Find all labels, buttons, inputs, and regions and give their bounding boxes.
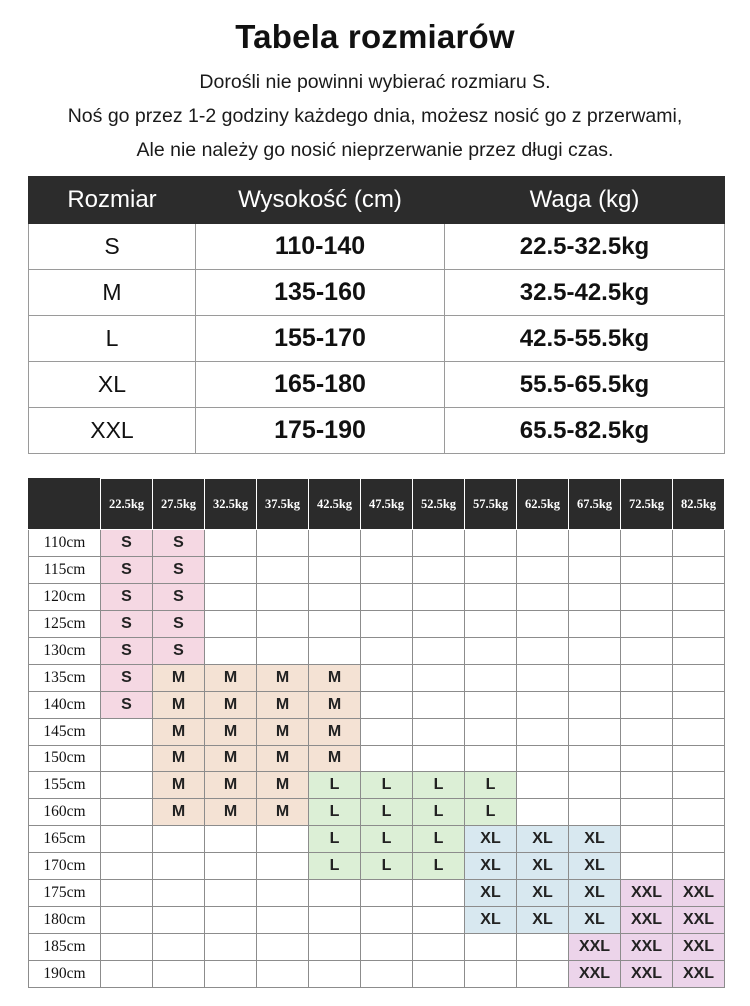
size-row — [29, 408, 725, 454]
size-cell-m: M — [205, 799, 257, 826]
size-cell-l: L — [309, 799, 361, 826]
size-row — [29, 316, 725, 362]
empty-cell — [205, 637, 257, 664]
empty-cell — [465, 610, 517, 637]
height-row-header: 130cm — [29, 637, 101, 664]
size-cell-m: M — [257, 772, 309, 799]
empty-cell — [673, 556, 725, 583]
size-cell-m: M — [309, 664, 361, 691]
empty-cell — [673, 745, 725, 772]
size-row — [29, 270, 725, 316]
empty-cell — [309, 961, 361, 988]
empty-cell — [101, 826, 153, 853]
height-row-header: 160cm — [29, 799, 101, 826]
empty-cell — [101, 934, 153, 961]
empty-cell — [153, 826, 205, 853]
empty-cell — [205, 583, 257, 610]
size-summary-table — [28, 176, 725, 454]
grid-row — [29, 556, 725, 583]
empty-cell — [569, 799, 621, 826]
size-summary-header — [29, 177, 725, 224]
weight-column-header: 32.5kg — [205, 479, 257, 530]
size-cell-m: M — [309, 745, 361, 772]
note-line-3: Ale nie należy go nosić nieprzerwanie przez długi czas. — [136, 139, 614, 161]
size-cell-l: L — [465, 799, 517, 826]
weight-range-cell: 55.5-65.5kg — [445, 362, 725, 408]
empty-cell — [413, 934, 465, 961]
empty-cell — [257, 530, 309, 557]
size-cell-s: S — [101, 610, 153, 637]
empty-cell — [673, 691, 725, 718]
empty-cell — [257, 961, 309, 988]
empty-cell — [673, 610, 725, 637]
height-row-header: 190cm — [29, 961, 101, 988]
size-cell-m: M — [205, 745, 257, 772]
empty-cell — [101, 745, 153, 772]
weight-column-header: 47.5kg — [361, 479, 413, 530]
empty-cell — [309, 934, 361, 961]
size-cell-xxl: XXL — [621, 961, 673, 988]
weight-column-header: 67.5kg — [569, 479, 621, 530]
grid-weight-header — [29, 479, 725, 530]
height-row-header: 175cm — [29, 880, 101, 907]
empty-cell — [361, 583, 413, 610]
empty-cell — [309, 610, 361, 637]
weight-range-cell: 42.5-55.5kg — [445, 316, 725, 362]
size-cell-xxl: XXL — [621, 880, 673, 907]
size-cell-m: M — [309, 691, 361, 718]
size-cell-xl: XL — [465, 880, 517, 907]
empty-cell — [257, 880, 309, 907]
height-row-header: 145cm — [29, 718, 101, 745]
height-range-cell: 175-190 — [196, 408, 445, 454]
empty-cell — [465, 961, 517, 988]
empty-cell — [101, 880, 153, 907]
grid-row — [29, 530, 725, 557]
weight-column-header: 42.5kg — [309, 479, 361, 530]
empty-cell — [257, 637, 309, 664]
empty-cell — [673, 530, 725, 557]
size-cell-l: L — [413, 853, 465, 880]
size-cell-s: S — [101, 530, 153, 557]
empty-cell — [413, 610, 465, 637]
empty-cell — [205, 907, 257, 934]
empty-cell — [413, 556, 465, 583]
empty-cell — [621, 583, 673, 610]
height-row-header: 115cm — [29, 556, 101, 583]
height-row-header: 110cm — [29, 530, 101, 557]
size-cell-s: S — [101, 556, 153, 583]
size-cell-m: M — [153, 799, 205, 826]
size-cell-l: L — [413, 772, 465, 799]
empty-cell — [101, 799, 153, 826]
size-cell-xl: XL — [517, 880, 569, 907]
empty-cell — [465, 718, 517, 745]
empty-cell — [101, 853, 153, 880]
empty-cell — [361, 961, 413, 988]
empty-cell — [413, 745, 465, 772]
size-cell-xl: XL — [517, 907, 569, 934]
height-range-cell: 110-140 — [196, 224, 445, 270]
empty-cell — [413, 637, 465, 664]
empty-cell — [621, 610, 673, 637]
empty-cell — [413, 961, 465, 988]
weight-range-cell: 32.5-42.5kg — [445, 270, 725, 316]
size-cell: M — [29, 270, 196, 316]
empty-cell — [205, 880, 257, 907]
height-row-header: 140cm — [29, 691, 101, 718]
empty-cell — [569, 556, 621, 583]
grid-row — [29, 745, 725, 772]
size-cell-s: S — [153, 637, 205, 664]
header-size: Rozmiar — [29, 177, 196, 224]
empty-cell — [257, 826, 309, 853]
empty-cell — [361, 907, 413, 934]
size-cell-xl: XL — [569, 907, 621, 934]
size-cell-s: S — [153, 530, 205, 557]
empty-cell — [309, 530, 361, 557]
height-range-cell: 135-160 — [196, 270, 445, 316]
empty-cell — [673, 583, 725, 610]
size-cell-m: M — [205, 691, 257, 718]
empty-cell — [673, 718, 725, 745]
size-cell-m: M — [153, 664, 205, 691]
size-cell-m: M — [257, 718, 309, 745]
empty-cell — [517, 556, 569, 583]
empty-cell — [413, 880, 465, 907]
height-range-cell: 155-170 — [196, 316, 445, 362]
grid-row — [29, 664, 725, 691]
empty-cell — [465, 637, 517, 664]
size-cell-l: L — [309, 772, 361, 799]
size-cell-s: S — [153, 583, 205, 610]
empty-cell — [413, 583, 465, 610]
empty-cell — [673, 637, 725, 664]
empty-cell — [257, 610, 309, 637]
weight-column-header: 57.5kg — [465, 479, 517, 530]
empty-cell — [465, 556, 517, 583]
empty-cell — [361, 664, 413, 691]
empty-cell — [569, 745, 621, 772]
empty-cell — [621, 664, 673, 691]
size-row — [29, 224, 725, 270]
empty-cell — [569, 637, 621, 664]
size-cell-m: M — [153, 745, 205, 772]
size-cell-xl: XL — [517, 826, 569, 853]
size-cell-s: S — [153, 610, 205, 637]
page-title: Tabela rozmiarów — [235, 18, 515, 55]
empty-cell — [465, 745, 517, 772]
empty-cell — [569, 664, 621, 691]
height-row-header: 185cm — [29, 934, 101, 961]
empty-cell — [517, 637, 569, 664]
empty-cell — [413, 664, 465, 691]
height-row-header: 125cm — [29, 610, 101, 637]
empty-cell — [465, 691, 517, 718]
empty-cell — [309, 880, 361, 907]
empty-cell — [621, 745, 673, 772]
grid-row — [29, 637, 725, 664]
empty-cell — [309, 583, 361, 610]
empty-cell — [673, 799, 725, 826]
weight-column-header: 62.5kg — [517, 479, 569, 530]
size-cell-s: S — [101, 637, 153, 664]
header-weight: Waga (kg) — [445, 177, 725, 224]
empty-cell — [257, 556, 309, 583]
empty-cell — [205, 530, 257, 557]
grid-row — [29, 691, 725, 718]
weight-range-cell: 65.5-82.5kg — [445, 408, 725, 454]
size-cell-m: M — [153, 691, 205, 718]
size-cell-xl: XL — [465, 826, 517, 853]
size-cell-xxl: XXL — [621, 934, 673, 961]
empty-cell — [673, 853, 725, 880]
size-cell-m: M — [205, 664, 257, 691]
empty-cell — [361, 691, 413, 718]
size-cell-l: L — [309, 853, 361, 880]
empty-cell — [205, 556, 257, 583]
size-cell-xxl: XXL — [673, 907, 725, 934]
weight-column-header: 82.5kg — [673, 479, 725, 530]
grid-row — [29, 610, 725, 637]
size-cell-xl: XL — [517, 853, 569, 880]
empty-cell — [101, 772, 153, 799]
height-row-header: 120cm — [29, 583, 101, 610]
size-cell-l: L — [413, 799, 465, 826]
empty-cell — [257, 934, 309, 961]
size-cell-s: S — [101, 664, 153, 691]
size-cell-l: L — [361, 853, 413, 880]
size-cell-m: M — [309, 718, 361, 745]
empty-cell — [673, 772, 725, 799]
empty-cell — [465, 934, 517, 961]
height-row-header: 150cm — [29, 745, 101, 772]
empty-cell — [361, 530, 413, 557]
empty-cell — [205, 853, 257, 880]
size-cell-l: L — [309, 826, 361, 853]
empty-cell — [569, 530, 621, 557]
empty-cell — [413, 530, 465, 557]
empty-cell — [413, 718, 465, 745]
empty-cell — [101, 907, 153, 934]
weight-column-header: 52.5kg — [413, 479, 465, 530]
weight-column-header: 72.5kg — [621, 479, 673, 530]
empty-cell — [621, 718, 673, 745]
size-cell-xxl: XXL — [569, 934, 621, 961]
empty-cell — [517, 583, 569, 610]
size-cell-xxl: XXL — [569, 961, 621, 988]
empty-cell — [361, 880, 413, 907]
empty-cell — [153, 961, 205, 988]
grid-row — [29, 907, 725, 934]
weight-column-header: 37.5kg — [257, 479, 309, 530]
empty-cell — [621, 556, 673, 583]
note-line-2: Noś go przez 1-2 godziny każdego dnia, możesz nosić go z przerwami, — [67, 105, 683, 127]
empty-cell — [361, 745, 413, 772]
empty-cell — [153, 880, 205, 907]
grid-row — [29, 853, 725, 880]
empty-cell — [621, 799, 673, 826]
size-cell-m: M — [153, 772, 205, 799]
empty-cell — [205, 610, 257, 637]
empty-cell — [101, 961, 153, 988]
weight-range-cell: 22.5-32.5kg — [445, 224, 725, 270]
size-cell-l: L — [361, 772, 413, 799]
empty-cell — [361, 934, 413, 961]
weight-column-header: 27.5kg — [153, 479, 205, 530]
size-cell-l: L — [361, 799, 413, 826]
grid-row — [29, 718, 725, 745]
empty-cell — [621, 772, 673, 799]
empty-cell — [309, 556, 361, 583]
size-row — [29, 362, 725, 408]
empty-cell — [517, 934, 569, 961]
grid-row — [29, 961, 725, 988]
size-cell-m: M — [257, 745, 309, 772]
empty-cell — [361, 637, 413, 664]
size-cell: S — [29, 224, 196, 270]
grid-row — [29, 583, 725, 610]
size-grid — [28, 478, 725, 988]
size-cell-xl: XL — [569, 826, 621, 853]
empty-cell — [517, 530, 569, 557]
height-range-cell: 165-180 — [196, 362, 445, 408]
height-row-header: 155cm — [29, 772, 101, 799]
empty-cell — [413, 691, 465, 718]
grid-row — [29, 934, 725, 961]
size-cell-xl: XL — [465, 907, 517, 934]
height-row-header: 165cm — [29, 826, 101, 853]
grid-row — [29, 826, 725, 853]
empty-cell — [205, 934, 257, 961]
size-cell-xl: XL — [569, 853, 621, 880]
empty-cell — [517, 664, 569, 691]
empty-cell — [621, 530, 673, 557]
size-cell-m: M — [205, 772, 257, 799]
header-height: Wysokość (cm) — [196, 177, 445, 224]
size-cell-xxl: XXL — [673, 961, 725, 988]
size-cell-xxl: XXL — [621, 907, 673, 934]
size-cell: XXL — [29, 408, 196, 454]
grid-row — [29, 880, 725, 907]
size-cell-xl: XL — [465, 853, 517, 880]
empty-cell — [621, 691, 673, 718]
size-cell-xxl: XXL — [673, 934, 725, 961]
empty-cell — [517, 610, 569, 637]
empty-cell — [517, 961, 569, 988]
size-cell-xl: XL — [569, 880, 621, 907]
height-row-header: 135cm — [29, 664, 101, 691]
empty-cell — [101, 718, 153, 745]
empty-cell — [569, 772, 621, 799]
note-line-1: Dorośli nie powinni wybierać rozmiaru S. — [199, 71, 551, 93]
empty-cell — [361, 556, 413, 583]
empty-cell — [309, 907, 361, 934]
height-row-header: 180cm — [29, 907, 101, 934]
empty-cell — [361, 610, 413, 637]
empty-cell — [257, 907, 309, 934]
empty-cell — [205, 826, 257, 853]
empty-cell — [673, 826, 725, 853]
size-cell-m: M — [257, 664, 309, 691]
empty-cell — [569, 583, 621, 610]
grid-corner — [29, 479, 101, 530]
grid-row — [29, 799, 725, 826]
empty-cell — [153, 853, 205, 880]
empty-cell — [413, 907, 465, 934]
empty-cell — [465, 664, 517, 691]
size-cell-m: M — [205, 718, 257, 745]
empty-cell — [621, 853, 673, 880]
size-cell-s: S — [101, 583, 153, 610]
empty-cell — [517, 691, 569, 718]
size-cell-l: L — [361, 826, 413, 853]
size-cell-xxl: XXL — [673, 880, 725, 907]
empty-cell — [517, 718, 569, 745]
empty-cell — [153, 934, 205, 961]
empty-cell — [517, 772, 569, 799]
empty-cell — [569, 610, 621, 637]
empty-cell — [569, 718, 621, 745]
empty-cell — [205, 961, 257, 988]
empty-cell — [673, 664, 725, 691]
empty-cell — [309, 637, 361, 664]
empty-cell — [465, 530, 517, 557]
height-row-header: 170cm — [29, 853, 101, 880]
weight-column-header: 22.5kg — [101, 479, 153, 530]
size-cell-s: S — [153, 556, 205, 583]
size-cell-m: M — [257, 799, 309, 826]
size-cell-m: M — [257, 691, 309, 718]
size-cell: XL — [29, 362, 196, 408]
empty-cell — [517, 745, 569, 772]
empty-cell — [569, 691, 621, 718]
empty-cell — [517, 799, 569, 826]
empty-cell — [465, 583, 517, 610]
grid-row — [29, 772, 725, 799]
empty-cell — [153, 907, 205, 934]
empty-cell — [621, 637, 673, 664]
size-cell-s: S — [101, 691, 153, 718]
empty-cell — [257, 853, 309, 880]
empty-cell — [361, 718, 413, 745]
size-cell-m: M — [153, 718, 205, 745]
size-cell: L — [29, 316, 196, 362]
empty-cell — [621, 826, 673, 853]
size-cell-l: L — [413, 826, 465, 853]
empty-cell — [257, 583, 309, 610]
size-cell-l: L — [465, 772, 517, 799]
